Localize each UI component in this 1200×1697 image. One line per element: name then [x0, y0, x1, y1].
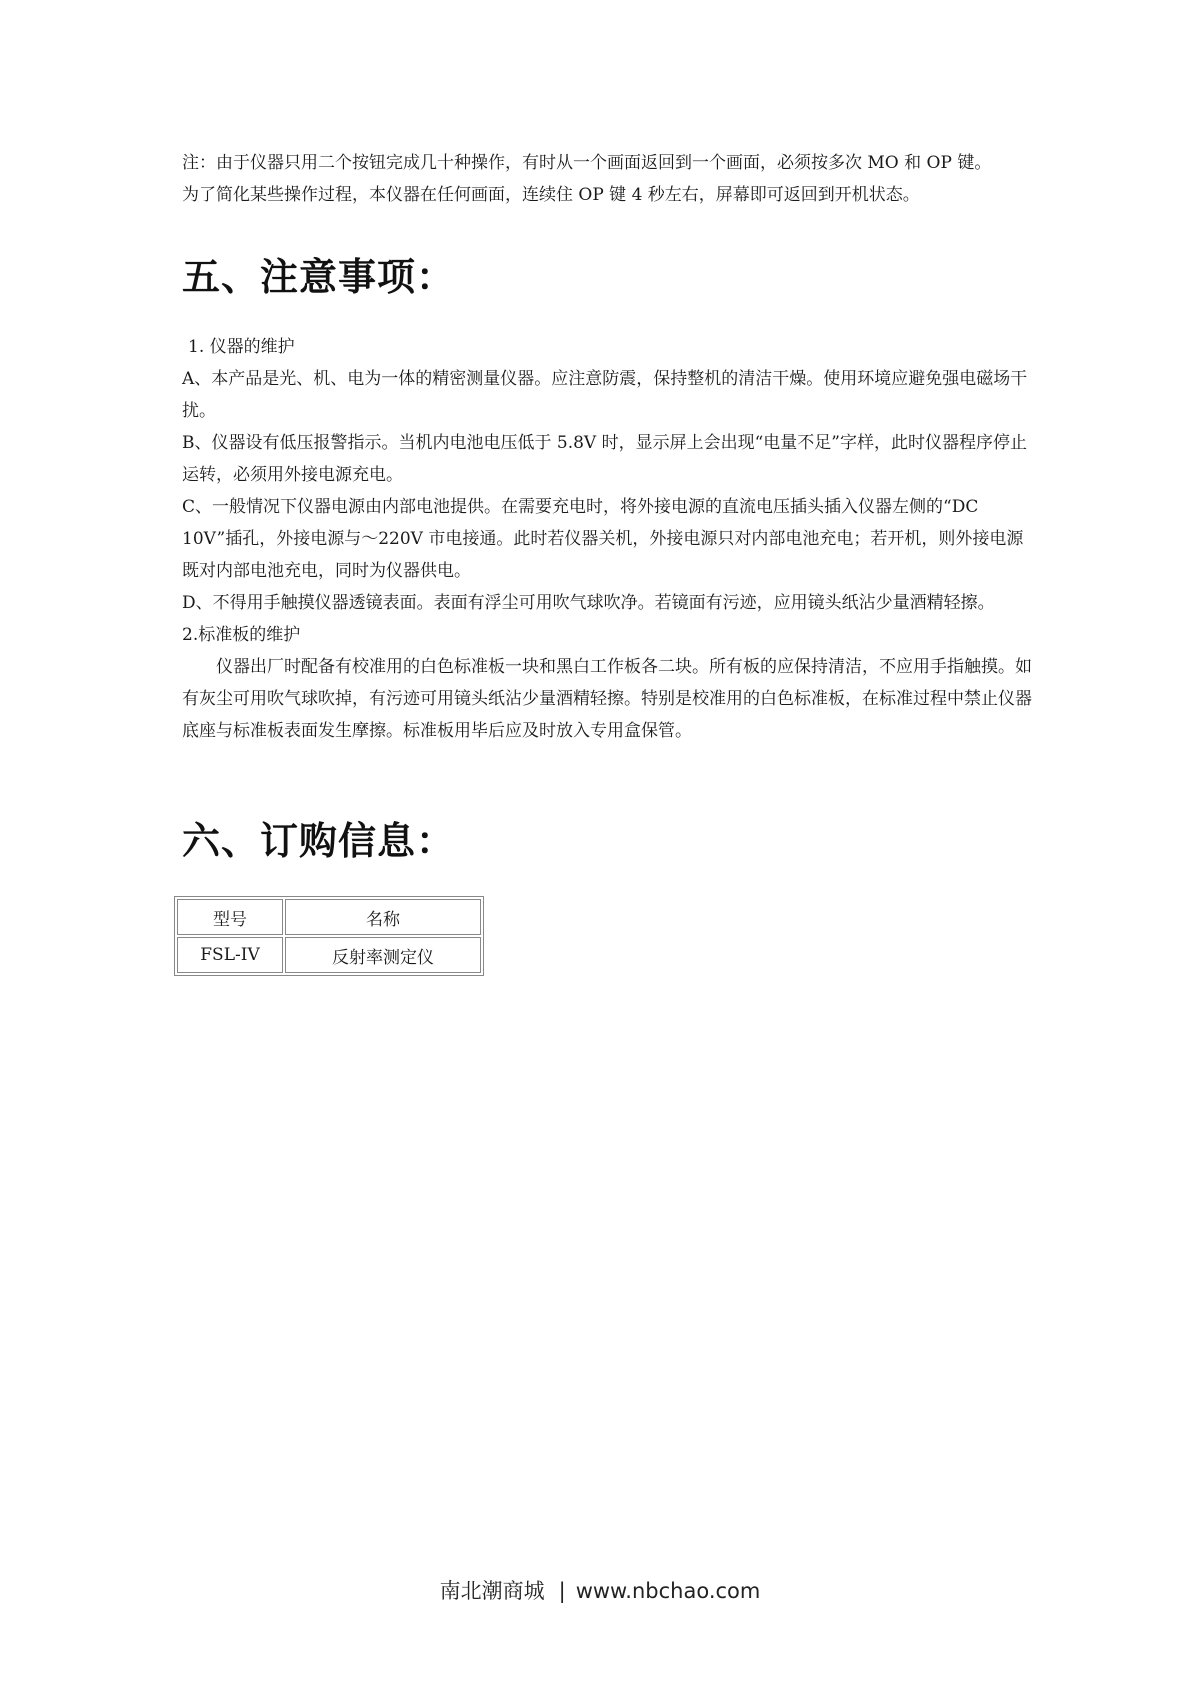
list-item: C、一般情况下仪器电源由内部电池提供。在需要充电时，将外接电源的直流电压插头插入仪器左侧的“DC 10V”插孔，外接电源与～220V 市电接通。此时若仪器关机，外接电源只对内部电池充电；若开机，则外接电源既对内部电池充电，同时为仪器供电。: [182, 497, 1024, 581]
subsection-title: 2.标准板的维护: [182, 625, 301, 645]
table-header-row: [177, 899, 481, 935]
table-cell: 反射率测定仪: [285, 937, 481, 973]
note-line: 为了简化某些操作过程，本仪器在任何画面，连续住 OP 键 4 秒左右，屏幕即可返回到开机状态。: [182, 185, 920, 205]
table-header-cell: 型号: [177, 899, 283, 935]
table-header-cell: 名称: [285, 899, 481, 935]
site-name: 南北潮商城: [439, 1579, 545, 1603]
section-heading: 六、订购信息：: [182, 818, 456, 863]
list-item: A、本产品是光、机、电为一体的精密测量仪器。应注意防震，保持整机的清洁干燥。使用环境应避免强电磁场干扰。: [182, 369, 1028, 421]
subsection-title: 1. 仪器的维护: [188, 337, 295, 357]
list-item: D、不得用手触摸仪器透镜表面。表面有浮尘可用吹气球吹净。若镜面有污迹，应用镜头纸沾少量酒精轻擦。: [182, 593, 995, 613]
note-line: 注：由于仪器只用二个按钮完成几十种操作，有时从一个画面返回到一个画面，必须按多次 MO 和 OP 键。: [182, 153, 992, 173]
page-footer: [0, 1575, 1200, 1605]
order-table: [174, 896, 484, 976]
body-paragraph: 仪器出厂时配备有校准用的白色标准板一块和黑白工作板各二块。所有板的应保持清洁，不应用手指触摸。如有灰尘可用吹气球吹掉，有污迹可用镜头纸沾少量酒精轻擦。特别是校准用的白色标准板，在标准过程中禁止仪器底座与标准板表面发生摩擦。标准板用毕后应及时放入专用盒保管。: [182, 657, 1032, 741]
list-item: B、仪器设有低压报警指示。当机内电池电压低于 5.8V 时，显示屏上会出现“电量不足”字样，此时仪器程序停止运转，必须用外接电源充电。: [182, 433, 1027, 485]
note-paragraph: [182, 147, 1032, 211]
table-row: [177, 937, 481, 973]
footer-separator: |: [558, 1579, 566, 1603]
site-url[interactable]: www.nbchao.com: [575, 1579, 761, 1603]
table-cell: FSL-IV: [177, 937, 283, 973]
maintenance-list: [182, 363, 1032, 747]
section-heading: 五、注意事项：: [182, 254, 456, 299]
